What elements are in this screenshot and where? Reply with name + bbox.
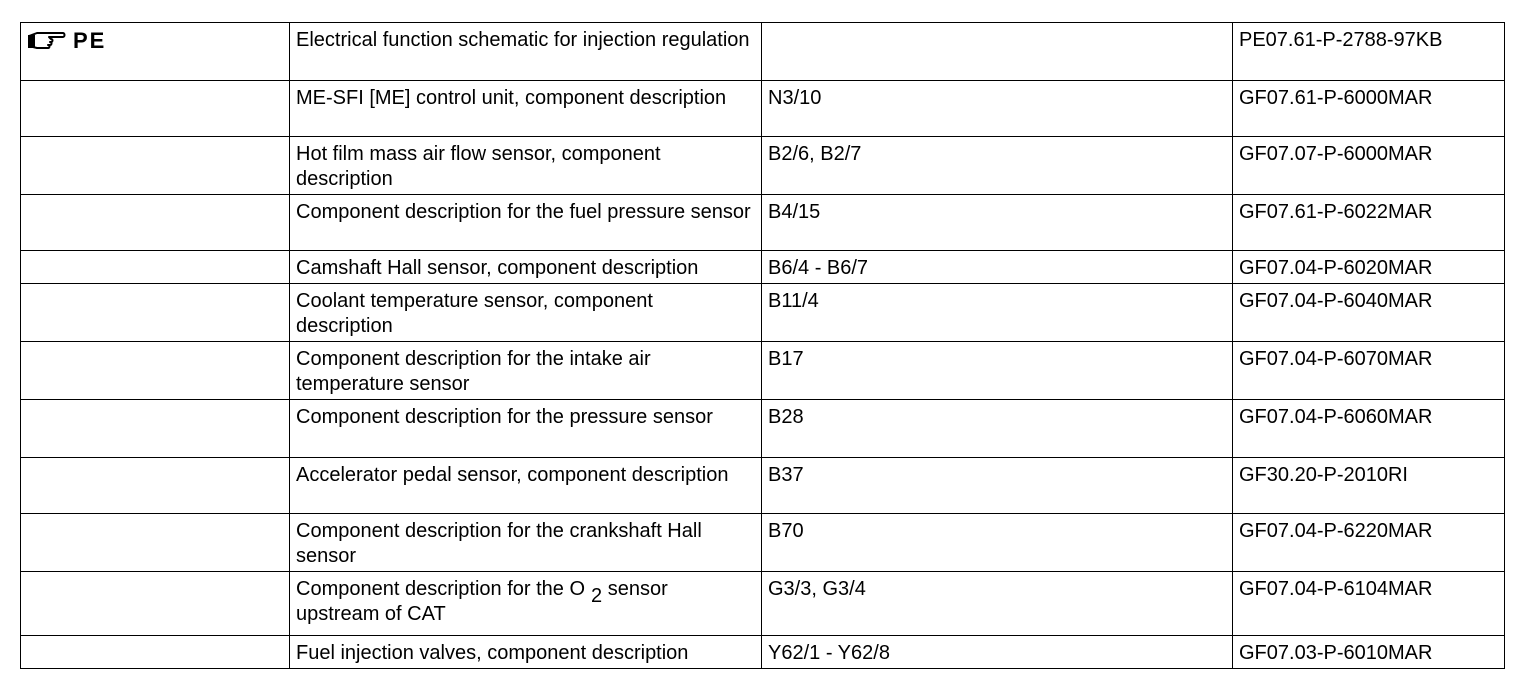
blank-cell [21,195,290,251]
document-code: GF07.61-P-6022MAR [1239,201,1433,223]
description-text: Hot film mass air flow sensor, component description [296,143,661,190]
component-cell [762,400,1233,458]
component-cell [762,342,1233,400]
component-cell [762,514,1233,572]
description-cell [290,636,762,669]
document-cell [1233,458,1505,514]
blank-cell [21,137,290,195]
description-cell [290,137,762,195]
table-row [21,81,1505,137]
document-cell [1233,23,1505,81]
document-code: GF07.04-P-6060MAR [1239,406,1433,428]
table-row [21,137,1505,195]
component-text: B17 [768,348,804,370]
blank-cell [21,251,290,284]
blank-cell [21,514,290,572]
blank-cell [21,284,290,342]
component-text: B70 [768,520,804,542]
document-cell [1233,251,1505,284]
document-code: GF07.07-P-6000MAR [1239,143,1433,165]
marker-label: PE [73,28,107,53]
document-code: GF07.04-P-6040MAR [1239,290,1433,312]
description-text: Component description for the fuel pressure sensor [296,201,751,223]
description-cell [290,458,762,514]
document-code: GF07.61-P-6000MAR [1239,87,1433,109]
table-row [21,636,1505,669]
reference-table [20,22,1505,669]
component-text: N3/10 [768,87,822,109]
blank-cell [21,572,290,636]
description-text: Camshaft Hall sensor, component description [296,257,699,279]
description-text: Component description for the crankshaft Hall sensor [296,520,702,567]
component-cell [762,195,1233,251]
document-cell [1233,514,1505,572]
blank-cell [21,81,290,137]
blank-cell [21,458,290,514]
document-cell [1233,284,1505,342]
description-cell [290,251,762,284]
description-text: Component description for the O [296,578,586,600]
subscript-text: 2 [591,585,603,607]
component-text: B37 [768,464,804,486]
description-cell [290,572,762,636]
description-text: Component description for the pressure sensor [296,406,713,428]
component-cell [762,458,1233,514]
description-cell [290,195,762,251]
document-cell [1233,81,1505,137]
table-row [21,458,1505,514]
description-cell [290,400,762,458]
component-cell [762,251,1233,284]
component-text: B4/15 [768,201,821,223]
marker-cell [21,23,290,81]
table-row [21,342,1505,400]
table-row [21,195,1505,251]
component-text: Y62/1 - Y62/8 [768,642,890,664]
table-row [21,400,1505,458]
component-text: B6/4 - B6/7 [768,257,869,279]
table-row [21,572,1505,636]
document-cell [1233,195,1505,251]
component-cell [762,636,1233,669]
blank-cell [21,400,290,458]
component-text: G3/3, G3/4 [768,578,866,600]
document-code: GF07.04-P-6104MAR [1239,578,1433,600]
document-code: GF30.20-P-2010RI [1239,464,1408,486]
description-cell [290,342,762,400]
description-text: ME-SFI [ME] control unit, component description [296,87,727,109]
document-code: GF07.04-P-6220MAR [1239,520,1433,542]
component-cell [762,284,1233,342]
document-cell [1233,572,1505,636]
description-cell [290,284,762,342]
description-text-tail: sensor upstream of CAT [296,578,668,625]
document-cell [1233,400,1505,458]
pointing-hand-icon [27,30,67,52]
document-code: GF07.03-P-6010MAR [1239,642,1433,664]
table-row [21,514,1505,572]
component-cell [762,81,1233,137]
table-row [21,284,1505,342]
component-cell [762,137,1233,195]
component-cell [762,572,1233,636]
description-text: Component description for the intake air temperature sensor [296,348,651,395]
description-text: Accelerator pedal sensor, component description [296,464,729,486]
component-cell [762,23,1233,81]
description-text: Electrical function schematic for injection regulation [296,29,750,51]
table-row [21,23,1505,81]
document-cell [1233,137,1505,195]
document-cell [1233,342,1505,400]
blank-cell [21,636,290,669]
document-code: GF07.04-P-6020MAR [1239,257,1433,279]
description-text: Fuel injection valves, component description [296,642,689,664]
blank-cell [21,342,290,400]
pe-marker [27,28,106,53]
document-code: GF07.04-P-6070MAR [1239,348,1433,370]
document-cell [1233,636,1505,669]
component-text: B2/6, B2/7 [768,143,862,165]
table-row [21,251,1505,284]
description-text: Coolant temperature sensor, component description [296,290,653,337]
document-code: PE07.61-P-2788-97KB [1239,29,1443,51]
description-cell [290,23,762,81]
description-cell [290,81,762,137]
component-text: B28 [768,406,804,428]
component-text: B11/4 [768,290,819,312]
description-cell [290,514,762,572]
